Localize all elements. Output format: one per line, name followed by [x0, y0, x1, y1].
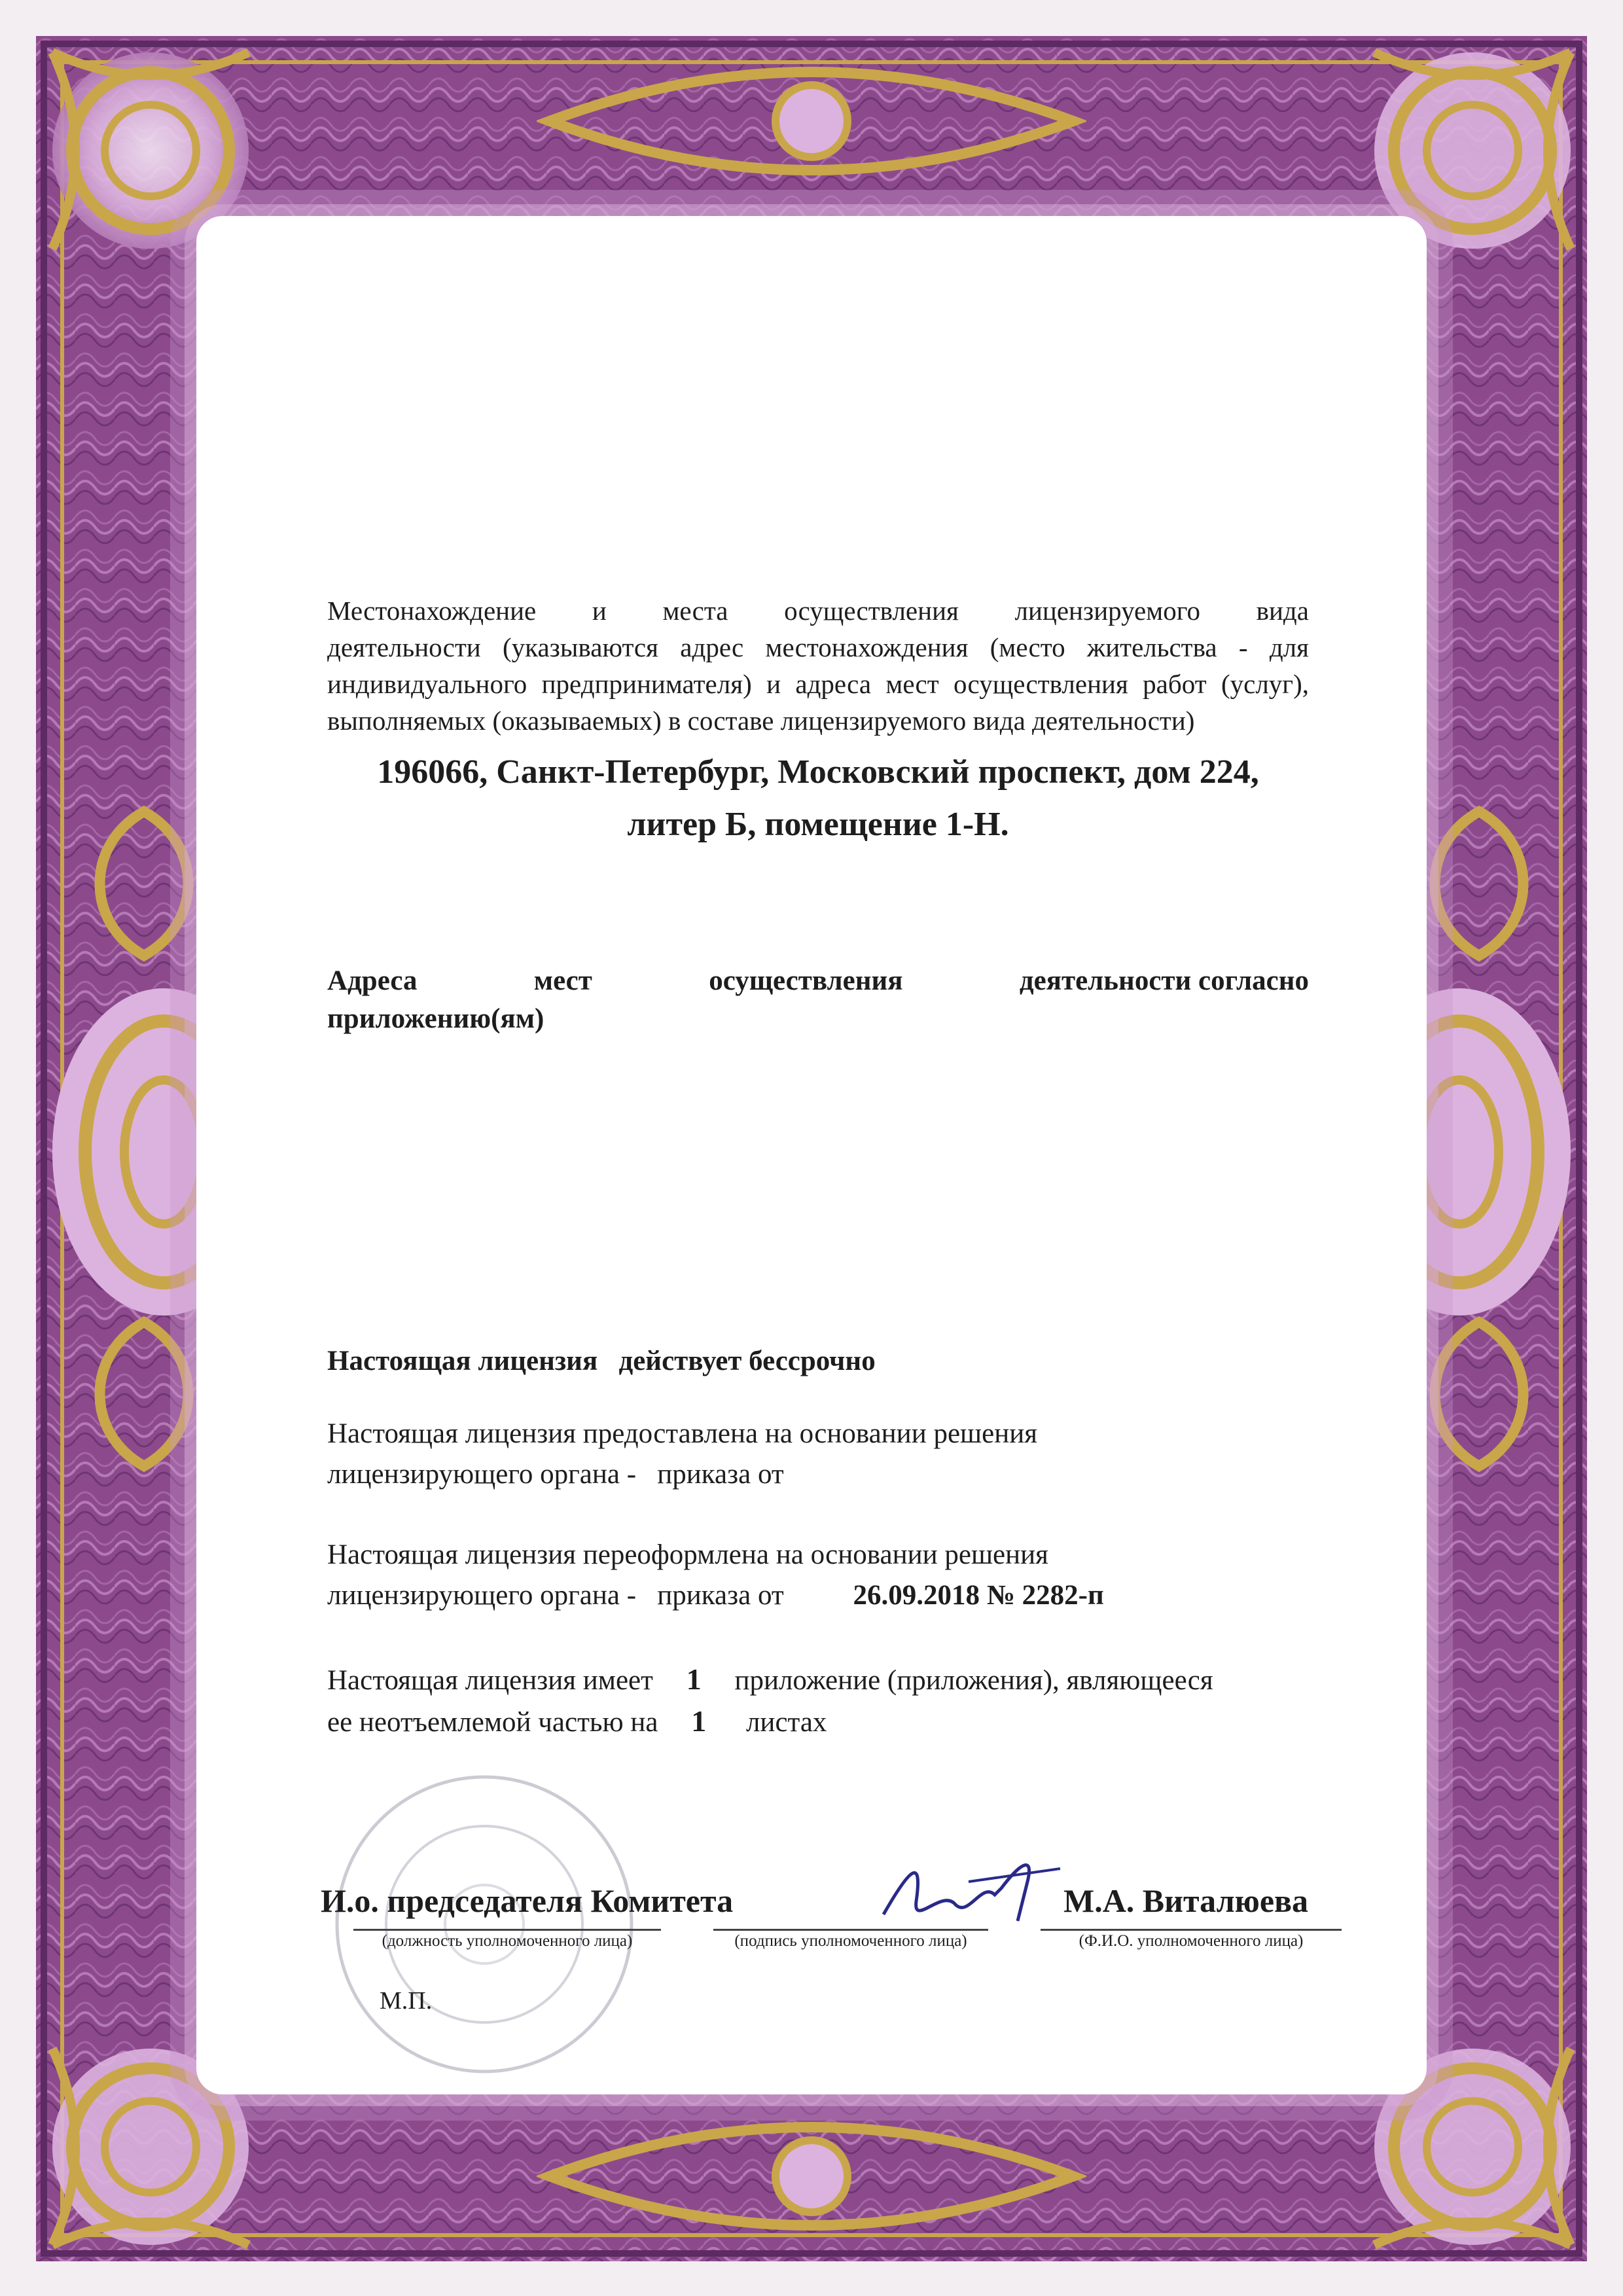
validity-statement: Настоящая лицензия действует бессрочно — [327, 1346, 876, 1376]
appendix-text: ее неотъемлемой частью на — [327, 1707, 658, 1738]
name-underline — [1041, 1929, 1342, 1931]
caption-signature: (подпись уполномоченного лица) — [734, 1932, 967, 1950]
sites-word: Адреса — [327, 965, 418, 996]
location-description — [327, 592, 1309, 739]
activity-sites-note — [327, 962, 1309, 1038]
signatory-name: М.А. Виталюева — [1063, 1882, 1309, 1919]
appendix-text: приложение (приложения), являющееся — [734, 1665, 1213, 1696]
top-ornament — [537, 49, 1086, 193]
reissued-line-2 — [327, 1575, 1374, 1616]
sites-word: мест — [533, 965, 592, 996]
address-line-2: литер Б, помещение 1-Н. — [627, 806, 1009, 843]
handwritten-signature — [870, 1842, 1067, 1941]
caption-name: (Ф.И.О. уполномоченного лица) — [1079, 1932, 1304, 1950]
address-line-1: 196066, Санкт-Петербург, Московский проспект, дом 224, — [377, 753, 1259, 791]
reissued-line-2-text: лицензирующего органа - приказа от — [327, 1580, 784, 1611]
description-line: деятельности (указываются адрес местонахождения (место жительства - для — [327, 632, 1309, 662]
granted-basis — [327, 1414, 1374, 1495]
appendix-text: Настоящая лицензия имеет — [327, 1665, 653, 1696]
granted-line-2: лицензирующего органа - приказа от — [327, 1459, 784, 1490]
granted-line-1: Настоящая лицензия предоставлена на основании решения — [327, 1418, 1038, 1449]
appendix-count: 1 — [686, 1662, 702, 1696]
position-underline — [353, 1929, 661, 1931]
appendix-sheets: 1 — [691, 1704, 707, 1738]
appendix-line-2 — [327, 1701, 1374, 1743]
caption-position: (должность уполномоченного лица) — [382, 1932, 633, 1950]
signatory-position: И.о. председателя Комитета — [321, 1882, 734, 1919]
official-seal — [327, 1767, 641, 2081]
licensee-address — [275, 746, 1361, 851]
appendix-text: листах — [745, 1707, 827, 1738]
description-line: индивидуального предпринимателя) и адреса мест осуществления работ (услуг), — [327, 669, 1309, 699]
sites-word: деятельности согласно — [1019, 965, 1309, 996]
sites-line-2: приложению(ям) — [327, 1003, 544, 1034]
sites-word: осуществления — [709, 965, 903, 996]
reissued-line-1: Настоящая лицензия переоформлена на основании решения — [327, 1539, 1048, 1570]
bottom-ornament — [537, 2104, 1086, 2248]
reissued-basis — [327, 1535, 1374, 1616]
appendix-statement — [327, 1659, 1374, 1743]
signature-underline — [713, 1929, 988, 1931]
description-line: выполняемых (оказываемых) в составе лицензируемого вида деятельности) — [327, 706, 1195, 736]
stamp-place-label: М.П. — [380, 1987, 433, 2015]
order-number: 26.09.2018 № 2282-п — [853, 1580, 1104, 1611]
appendix-line-1 — [327, 1659, 1374, 1701]
description-line: Местонахождение и места осуществления лицензируемого вида — [327, 596, 1309, 626]
